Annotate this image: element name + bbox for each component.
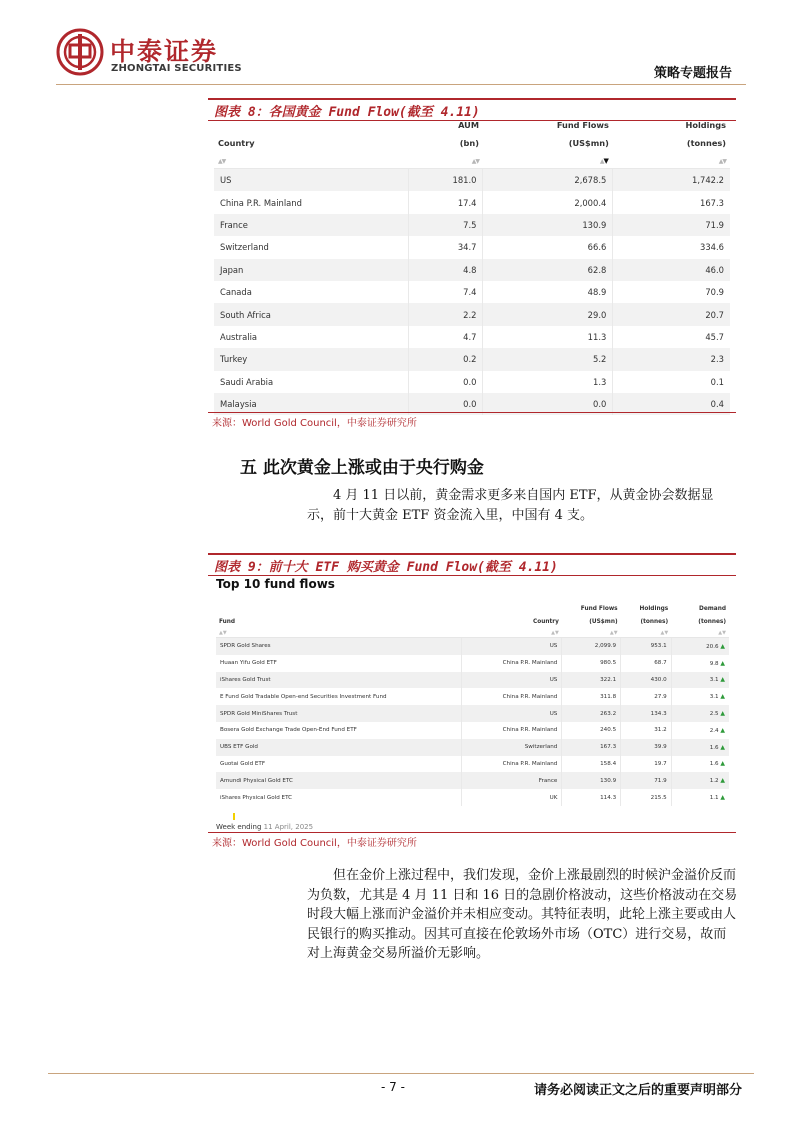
- figure8-bottom-rule: [208, 412, 736, 413]
- col-header-holdings[interactable]: Holdings (tonnes): [639, 606, 669, 625]
- sort-icon[interactable]: ▲▼: [219, 630, 227, 636]
- up-arrow-icon: ▲: [720, 659, 725, 667]
- section-title: 五 此次黄金上涨或由于央行购金: [240, 458, 484, 478]
- sort-icon[interactable]: ▲▼: [218, 158, 226, 165]
- table-row: Amundi Physical Gold ETC France 130.9 71.9 1.2 ▲: [216, 772, 729, 789]
- report-type: 策略专题报告: [653, 66, 732, 81]
- figure9-bottom-rule: [208, 832, 736, 833]
- table-row: Malaysia 0.0 0.0 0.4: [214, 393, 730, 415]
- sort-icon[interactable]: ▲▼: [660, 630, 669, 636]
- up-arrow-icon: ▲: [720, 760, 725, 768]
- col-header-holdings[interactable]: Holdings (tonnes): [685, 120, 726, 148]
- col-header-aum[interactable]: AUM (bn): [458, 120, 479, 148]
- table-row: Huaan Yifu Gold ETF China P.R. Mainland 980.5 68.7 9.8 ▲: [216, 655, 729, 672]
- section5-paragraph: 4 月 11 日以前，黄金需求更多来自国内 ETF，从黄金协会数据显示，前十大黄金 ETF 资金流入里，中国有 4 支。: [307, 488, 714, 523]
- header-divider: [56, 84, 746, 85]
- sort-icon[interactable]: ▲▼: [551, 630, 559, 636]
- col-header-fund-flows[interactable]: Fund Flows (US$mn): [580, 606, 618, 625]
- page-number: - 7 -: [381, 1080, 405, 1094]
- week-ending-note: [216, 823, 313, 831]
- up-arrow-icon: ▲: [720, 676, 725, 684]
- sort-icon[interactable]: ▲▼: [609, 630, 618, 636]
- table-row: France 7.5 130.9 71.9: [214, 214, 730, 236]
- figure8-caption: 图表 8：各国黄金 Fund Flow(截至 4.11): [214, 105, 480, 120]
- table-row: South Africa 2.2 29.0 20.7: [214, 303, 730, 325]
- table-row: China P.R. Mainland 17.4 2,000.4 167.3: [214, 191, 730, 213]
- sort-row: [216, 629, 729, 638]
- figure9-caption-bar: [208, 553, 736, 576]
- zhongtai-logo-icon: [56, 28, 104, 76]
- table-row: SPDR Gold MiniShares Trust US 263.2 134.3 2.5 ▲: [216, 705, 729, 722]
- col-header-fund-flows[interactable]: Fund Flows (US$mn): [556, 120, 609, 148]
- col-header-demand[interactable]: Demand (tonnes): [698, 606, 726, 625]
- table-row: Canada 7.4 48.9 70.9: [214, 281, 730, 303]
- table-row: Turkey 0.2 5.2 2.3: [214, 348, 730, 370]
- brand-name-cn: 中泰证券: [110, 37, 219, 66]
- week-ending-date: 11 April, 2025: [263, 823, 314, 831]
- figure9-caption: 图表 9：前十大 ETF 购买黄金 Fund Flow(截至 4.11): [214, 560, 558, 575]
- brand-name-en: ZHONGTAI SECURITIES: [111, 63, 242, 74]
- table-row: Guotai Gold ETF China P.R. Mainland 158.4 19.7 1.6 ▲: [216, 756, 729, 773]
- table-row: Bosera Gold Exchange Trade Open-End Fund ETF China P.R. Mainland 240.5 31.2 2.4 ▲: [216, 722, 729, 739]
- sort-icon[interactable]: ▲: [599, 158, 604, 165]
- table-header-row: [216, 598, 729, 629]
- figure9-chart-title: Top 10 fund flows: [216, 577, 335, 591]
- up-arrow-icon: ▲: [720, 777, 725, 785]
- footer-divider: [48, 1073, 754, 1074]
- col-header-fund[interactable]: Fund: [219, 619, 236, 625]
- col-header-country[interactable]: Country: [532, 619, 559, 625]
- week-ending-label: Week ending: [216, 823, 262, 831]
- figure9-source: 来源：World Gold Council，中泰证券研究所: [212, 838, 417, 849]
- table-row: SPDR Gold Shares US 2,099.9 953.1 20.6 ▲: [216, 638, 729, 655]
- up-arrow-icon: ▲: [720, 743, 725, 751]
- table-row: US 181.0 2,678.5 1,742.2: [214, 169, 730, 192]
- up-arrow-icon: ▲: [720, 710, 725, 718]
- up-arrow-icon: ▲: [720, 726, 725, 734]
- table-row: Switzerland 34.7 66.6 334.6: [214, 236, 730, 258]
- table-row: Saudi Arabia 0.0 1.3 0.1: [214, 371, 730, 393]
- figure8-table: [214, 112, 730, 415]
- table-header-row: [214, 112, 730, 152]
- sort-icon[interactable]: ▲▼: [471, 158, 479, 165]
- up-arrow-icon: ▲: [720, 794, 725, 802]
- table-row: iShares Physical Gold ETC UK 114.3 215.5 1.1 ▲: [216, 789, 729, 806]
- table-row: Australia 4.7 11.3 45.7: [214, 326, 730, 348]
- up-arrow-icon: ▲: [720, 693, 725, 701]
- sort-row: [214, 152, 730, 169]
- sort-desc-active-icon[interactable]: ▼: [603, 157, 609, 165]
- cursor-marker: [233, 813, 235, 820]
- up-arrow-icon: ▲: [720, 642, 725, 650]
- figure8-source: 来源：World Gold Council，中泰证券研究所: [212, 418, 417, 429]
- figure9-table: [216, 598, 729, 806]
- analysis-paragraph: 但在金价上涨过程中，我们发现，金价上涨最剧烈的时候沪金溢价反而为负数，尤其是 4 月 11 日和 16 日的急剧价格波动，这些价格波动在交易时段大幅上涨而沪金溢价并未相应变动。其特征表明，此轮上涨主要或由人民银行的购买推动。因其可直接在伦敦场外市场（OTC）进行交易，故而对上海黄金交易所溢价无影响。: [307, 868, 738, 961]
- col-header-country[interactable]: Country: [218, 138, 255, 148]
- table-row: UBS ETF Gold Switzerland 167.3 39.9 1.6 ▲: [216, 739, 729, 756]
- disclaimer-note: 请务必阅读正文之后的重要声明部分: [533, 1083, 742, 1098]
- sort-icon[interactable]: ▲▼: [718, 158, 726, 165]
- sort-icon[interactable]: ▲▼: [718, 630, 726, 636]
- table-row: Japan 4.8 62.8 46.0: [214, 259, 730, 281]
- table-row: iShares Gold Trust US 322.1 430.0 3.1 ▲: [216, 672, 729, 689]
- table-row: E Fund Gold Tradable Open-end Securities Investment Fund China P.R. Mainland 311.8 27.9 3.1 ▲: [216, 688, 729, 705]
